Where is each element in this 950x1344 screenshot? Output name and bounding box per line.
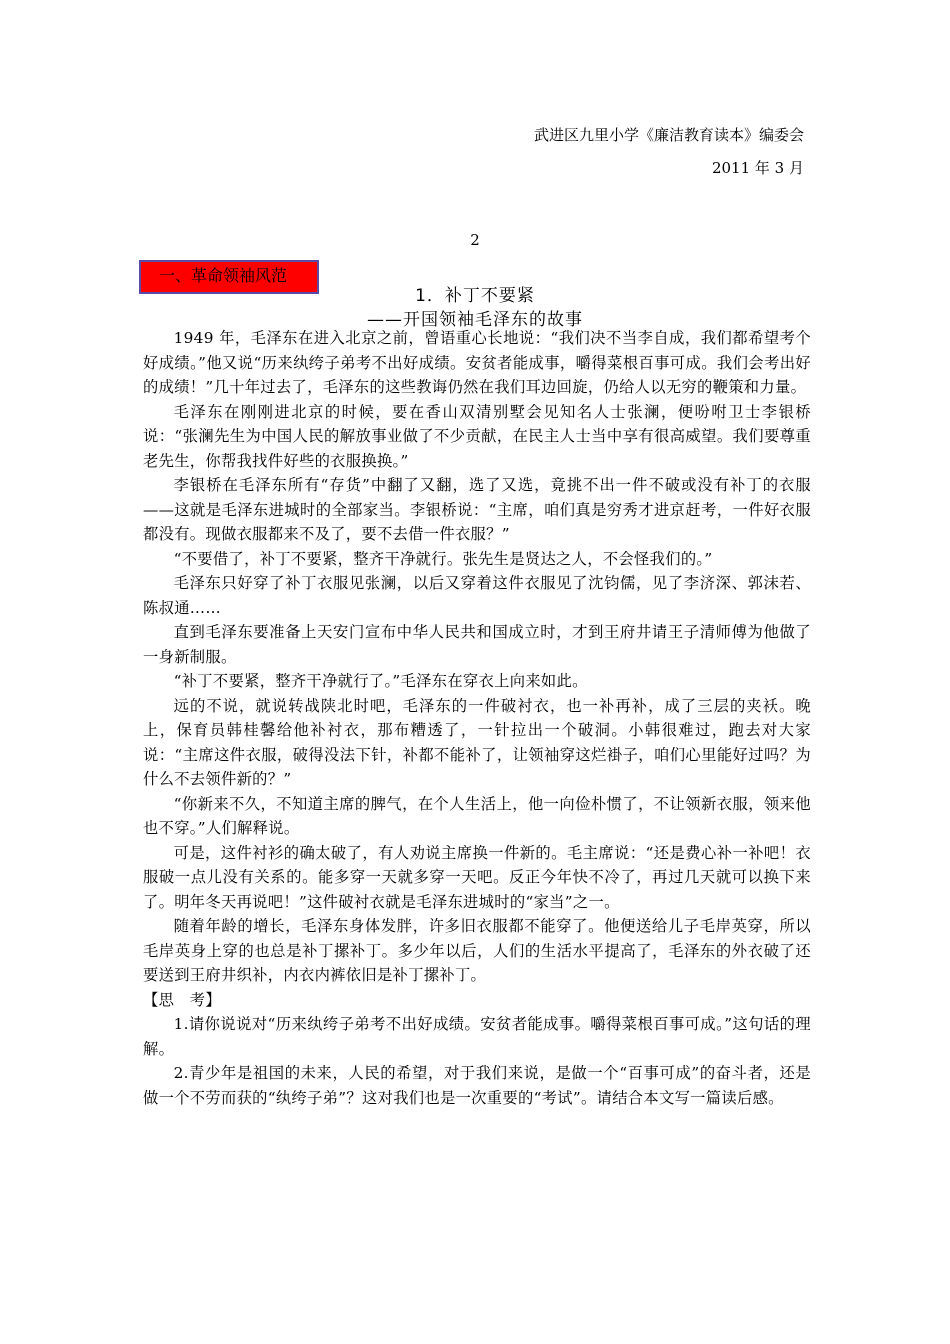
paragraph: 李银桥在毛泽东所有“存货”中翻了又翻，选了又选，竟挑不出一件不破或没有补丁的衣服——这就是毛泽东进城时的全部家当。李银桥说：“主席，咱们真是穷秀才进京赶考，一件好衣服都没有。现做衣服都来不及了，要不去借一件衣服？” bbox=[143, 476, 811, 543]
article-title: 1．补丁不要紧 bbox=[415, 286, 535, 306]
page-number: 2 bbox=[470, 231, 480, 249]
paragraph: “不要借了，补丁不要紧，整齐干净就行。张先生是贤达之人，不会怪我们的。” bbox=[173, 549, 713, 568]
article-subtitle: ——开国领袖毛泽东的故事 bbox=[367, 310, 583, 330]
paragraph: 可是，这件衬衫的确太破了，有人劝说主席换一件新的。毛主席说：“还是费心补一补吧！衣服破一点儿没有关系的。能多穿一天就多穿一天吧。反正今年快不冷了，再过几天就可以换下来了。明年冬天再说吧！”这件破衬衣就是毛泽东进城时的“家当”之一。 bbox=[143, 843, 811, 911]
paragraph: 毛泽东在刚刚进北京的时候，要在香山双清别墅会见知名人士张澜，便吩咐卫士李银桥说：“张澜先生为中国人民的解放事业做了不少贡献，在民主人士当中享有很高威望。我们要尊重老先生，你帮我找件好些的衣服换换。” bbox=[143, 402, 811, 470]
paragraph: 直到毛泽东要准备上天安门宣布中华人民共和国成立时，才到王府井请王子清师傅为他做了一身新制服。 bbox=[143, 623, 811, 666]
paragraph: 随着年龄的增长，毛泽东身体发胖，许多旧衣服都不能穿了。他便送给儿子毛岸英穿，所以毛岸英身上穿的也总是补丁摞补丁。多少年以后，人们的生活水平提高了，毛泽东的外衣破了还要送到王府井织补，内衣内裤依旧是补丁摞补丁。 bbox=[143, 917, 811, 984]
section-label: 一、革命领袖风范 bbox=[139, 260, 319, 294]
article-body bbox=[143, 326, 811, 1110]
think-heading: 【思 考】 bbox=[143, 990, 221, 1009]
paragraph: 1949 年，毛泽东在进入北京之前，曾语重心长地说：“我们决不当李自成，我们都希望考个好成绩。”他又说“历来纨绔子弟考不出好成绩。安贫者能成事，嚼得菜根百事可成。我们会考出好的成绩！”几十年过去了，毛泽东的这些教诲仍然在我们耳边回旋，仍给人以无穷的鞭策和力量。 bbox=[143, 329, 811, 396]
paragraph: “补丁不要紧，整齐干净就行了。”毛泽东在穿衣上向来如此。 bbox=[173, 672, 588, 690]
paragraph: 远的不说，就说转战陕北时吧，毛泽东的一件破衬衣，也一补再补，成了三层的夹袄。晚上，保育员韩桂馨给他补衬衣，那布糟透了，一针拉出一个破洞。小韩很难过，跑去对大家说：“主席这件衣服，破得没法下针，补都不能补了，让领袖穿这烂褂子，咱们心里能好过吗？为什么不去领件新的？” bbox=[143, 696, 811, 788]
question-item: 2.青少年是祖国的未来，人民的希望，对于我们来说，是做一个“百事可成”的奋斗者，还是做一个不劳而获的“纨绔子弟”？这对我们也是一次重要的“考试”。请结合本文写一篇读后感。 bbox=[143, 1064, 811, 1107]
question-item: 1.请你说说对“历来纨绔子弟考不出好成绩。安贫者能成事。嚼得菜根百事可成。”这句话的理解。 bbox=[143, 1015, 811, 1058]
publish-date: 2011 年 3 月 bbox=[711, 159, 804, 177]
paragraph: 毛泽东只好穿了补丁衣服见张澜，以后又穿着这件衣服见了沈钧儒，见了李济深、郭沫若、陈叔通…… bbox=[143, 574, 811, 617]
committee-name: 武进区九里小学《廉洁教育读本》编委会 bbox=[533, 126, 804, 144]
paragraph: “你新来不久，不知道主席的脾气，在个人生活上，他一向俭朴惯了，不让领新衣服，领来他也不穿。”人们解释说。 bbox=[143, 794, 811, 837]
